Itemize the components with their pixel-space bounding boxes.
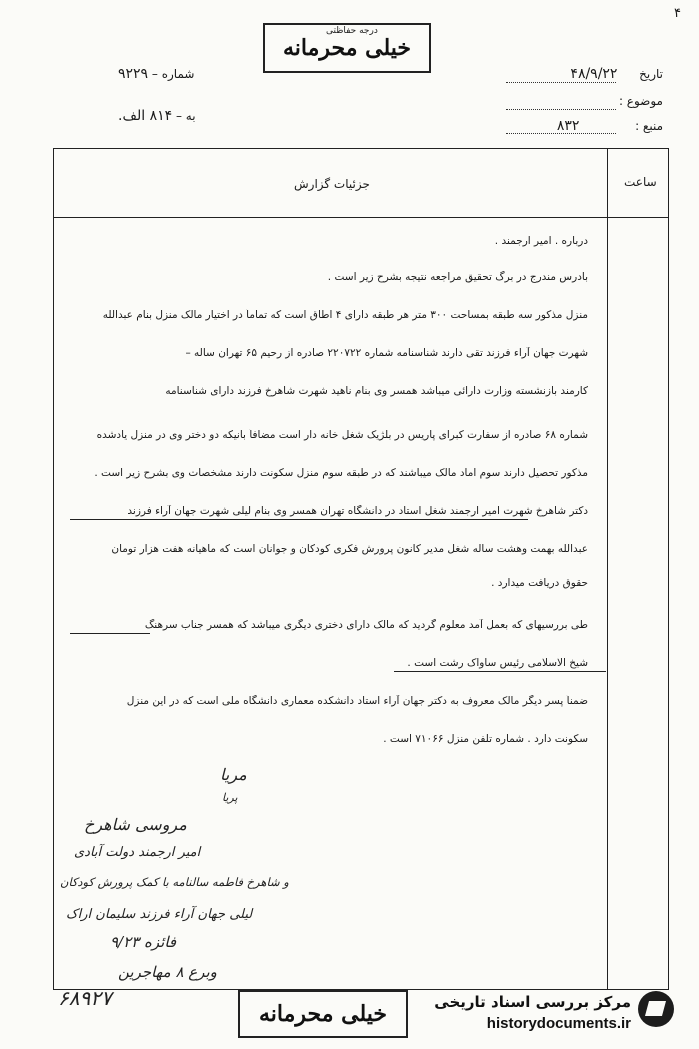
report-table — [53, 148, 669, 990]
recipient-label: به – — [175, 109, 196, 123]
subject-field — [619, 94, 663, 108]
header-divider — [54, 217, 668, 218]
recipient-field — [118, 108, 196, 124]
classification-text: خیلی محرمانه — [282, 35, 412, 61]
handwritten-note: پریا — [222, 791, 238, 804]
number-field — [118, 66, 194, 82]
handwritten-note: فائزه ۹/۲۳ — [110, 933, 177, 951]
report-line: کارمند بازنشسته وزارت دارائی میباشد همسر وی بنام ناهید شهرت شاهرخ فرزند دارای شناسنامه — [165, 385, 588, 397]
underline-mark — [394, 671, 606, 672]
source-field — [557, 118, 663, 134]
handwritten-note: و شاهرخ فاطمه سالنامه با کمک پرورش کودکان — [60, 875, 289, 889]
handwritten-note: امیر ارجمند دولت آبادی — [74, 845, 201, 860]
report-line: حقوق دریافت میدارد . — [491, 577, 588, 589]
source-underline — [506, 133, 616, 134]
classification-stamp-bottom — [238, 990, 408, 1038]
report-line: دکتر شاهرخ شهرت امیر ارجمند شغل استاد در دانشگاه تهران همسر وی بنام لیلی شهرت جهان آراء فرزند — [127, 505, 588, 517]
report-line: شماره ۶۸ صادره از سفارت کبرای پاریس در بلژیک شغل خانه دار است مضافاً بانیکه دو دختر وی در منزل یادشده — [96, 429, 588, 441]
classification-text: خیلی محرمانه — [258, 1001, 388, 1027]
source-value: ۸۳۲ — [556, 118, 580, 134]
handwritten-number: ۶۸۹۲۷ — [58, 986, 112, 1010]
report-line: طی بررسیهای که بعمل آمد معلوم گردید که مالک دارای دختری دیگری میباشد که همسر جناب سرهنگ — [144, 619, 588, 631]
archive-logo-icon — [638, 991, 674, 1027]
number-label: شماره – — [151, 67, 195, 81]
underline-mark — [70, 633, 150, 634]
handwritten-note: لیلی جهان آراء فرزند سلیمان اراک — [66, 907, 253, 922]
report-line: مذکور تحصیل دارند سوم اماد مالک میباشند که در طبقه سوم منزل سکونت دارند مشخصات وی بشرح زیر است . — [94, 467, 588, 479]
date-underline — [506, 82, 616, 83]
date-label: تاریخ — [639, 67, 663, 81]
handwritten-note: مریا — [220, 765, 247, 784]
classification-level-label: درجه حفاظتی — [326, 26, 378, 36]
report-line: شهرت جهان آراء فرزند تقی دارند شناسنامه شماره ۲۲۰۷۲۲ صادره از رحیم ۶۵ تهران ساله – — [185, 347, 588, 359]
recipient-value: ۸۱۴ الف. — [118, 108, 173, 124]
archive-name: مرکز بررسی اسناد تاریخی — [434, 993, 631, 1011]
report-line: درباره . امیر ارجمند . — [494, 235, 588, 247]
handwritten-note: مروسی شاهرخ — [84, 815, 187, 834]
page-number: ۴ — [674, 6, 681, 21]
number-value: ۹۲۲۹ — [118, 66, 149, 82]
column-header-details: جزئیات گزارش — [294, 177, 370, 191]
underline-mark — [70, 519, 528, 520]
subject-underline — [506, 109, 616, 110]
handwritten-note: وبرع ۸ مهاجرین — [118, 963, 217, 981]
column-header-time: ساعت — [624, 175, 657, 189]
report-line: عبدالله بهمت وهشت ساله شغل مدیر کانون پرورش فکری کودکان و جوانان است که ماهیانه هفت هزار تومان — [111, 543, 588, 555]
date-value: ۴۸/۹/۲۲ — [570, 66, 618, 82]
source-label: منبع : — [635, 119, 663, 133]
date-field — [570, 66, 663, 82]
report-line: سکونت دارد . شماره تلفن منزل ۷۱۰۶۶ است . — [383, 733, 588, 745]
subject-label: موضوع : — [618, 94, 663, 108]
report-line: شیخ الاسلامی رئیس ساواک رشت است . — [407, 657, 588, 669]
column-divider — [607, 149, 608, 989]
archive-website: historydocuments.ir — [486, 1015, 631, 1032]
report-line: بادرس مندرج در برگ تحقیق مراجعه نتیجه بشرح زیر است . — [327, 271, 588, 283]
report-line: منزل مذکور سه طبقه بمساحت ۳۰۰ متر هر طبقه دارای ۴ اطاق است که تماماً در اختیار مالک منزل بنام عبدالله — [102, 309, 588, 321]
report-line: ضمناً پسر دیگر مالک معروف به دکتر جهان آراء استاد دانشکده معماری دانشگاه ملی است که در این منزل — [126, 695, 588, 707]
